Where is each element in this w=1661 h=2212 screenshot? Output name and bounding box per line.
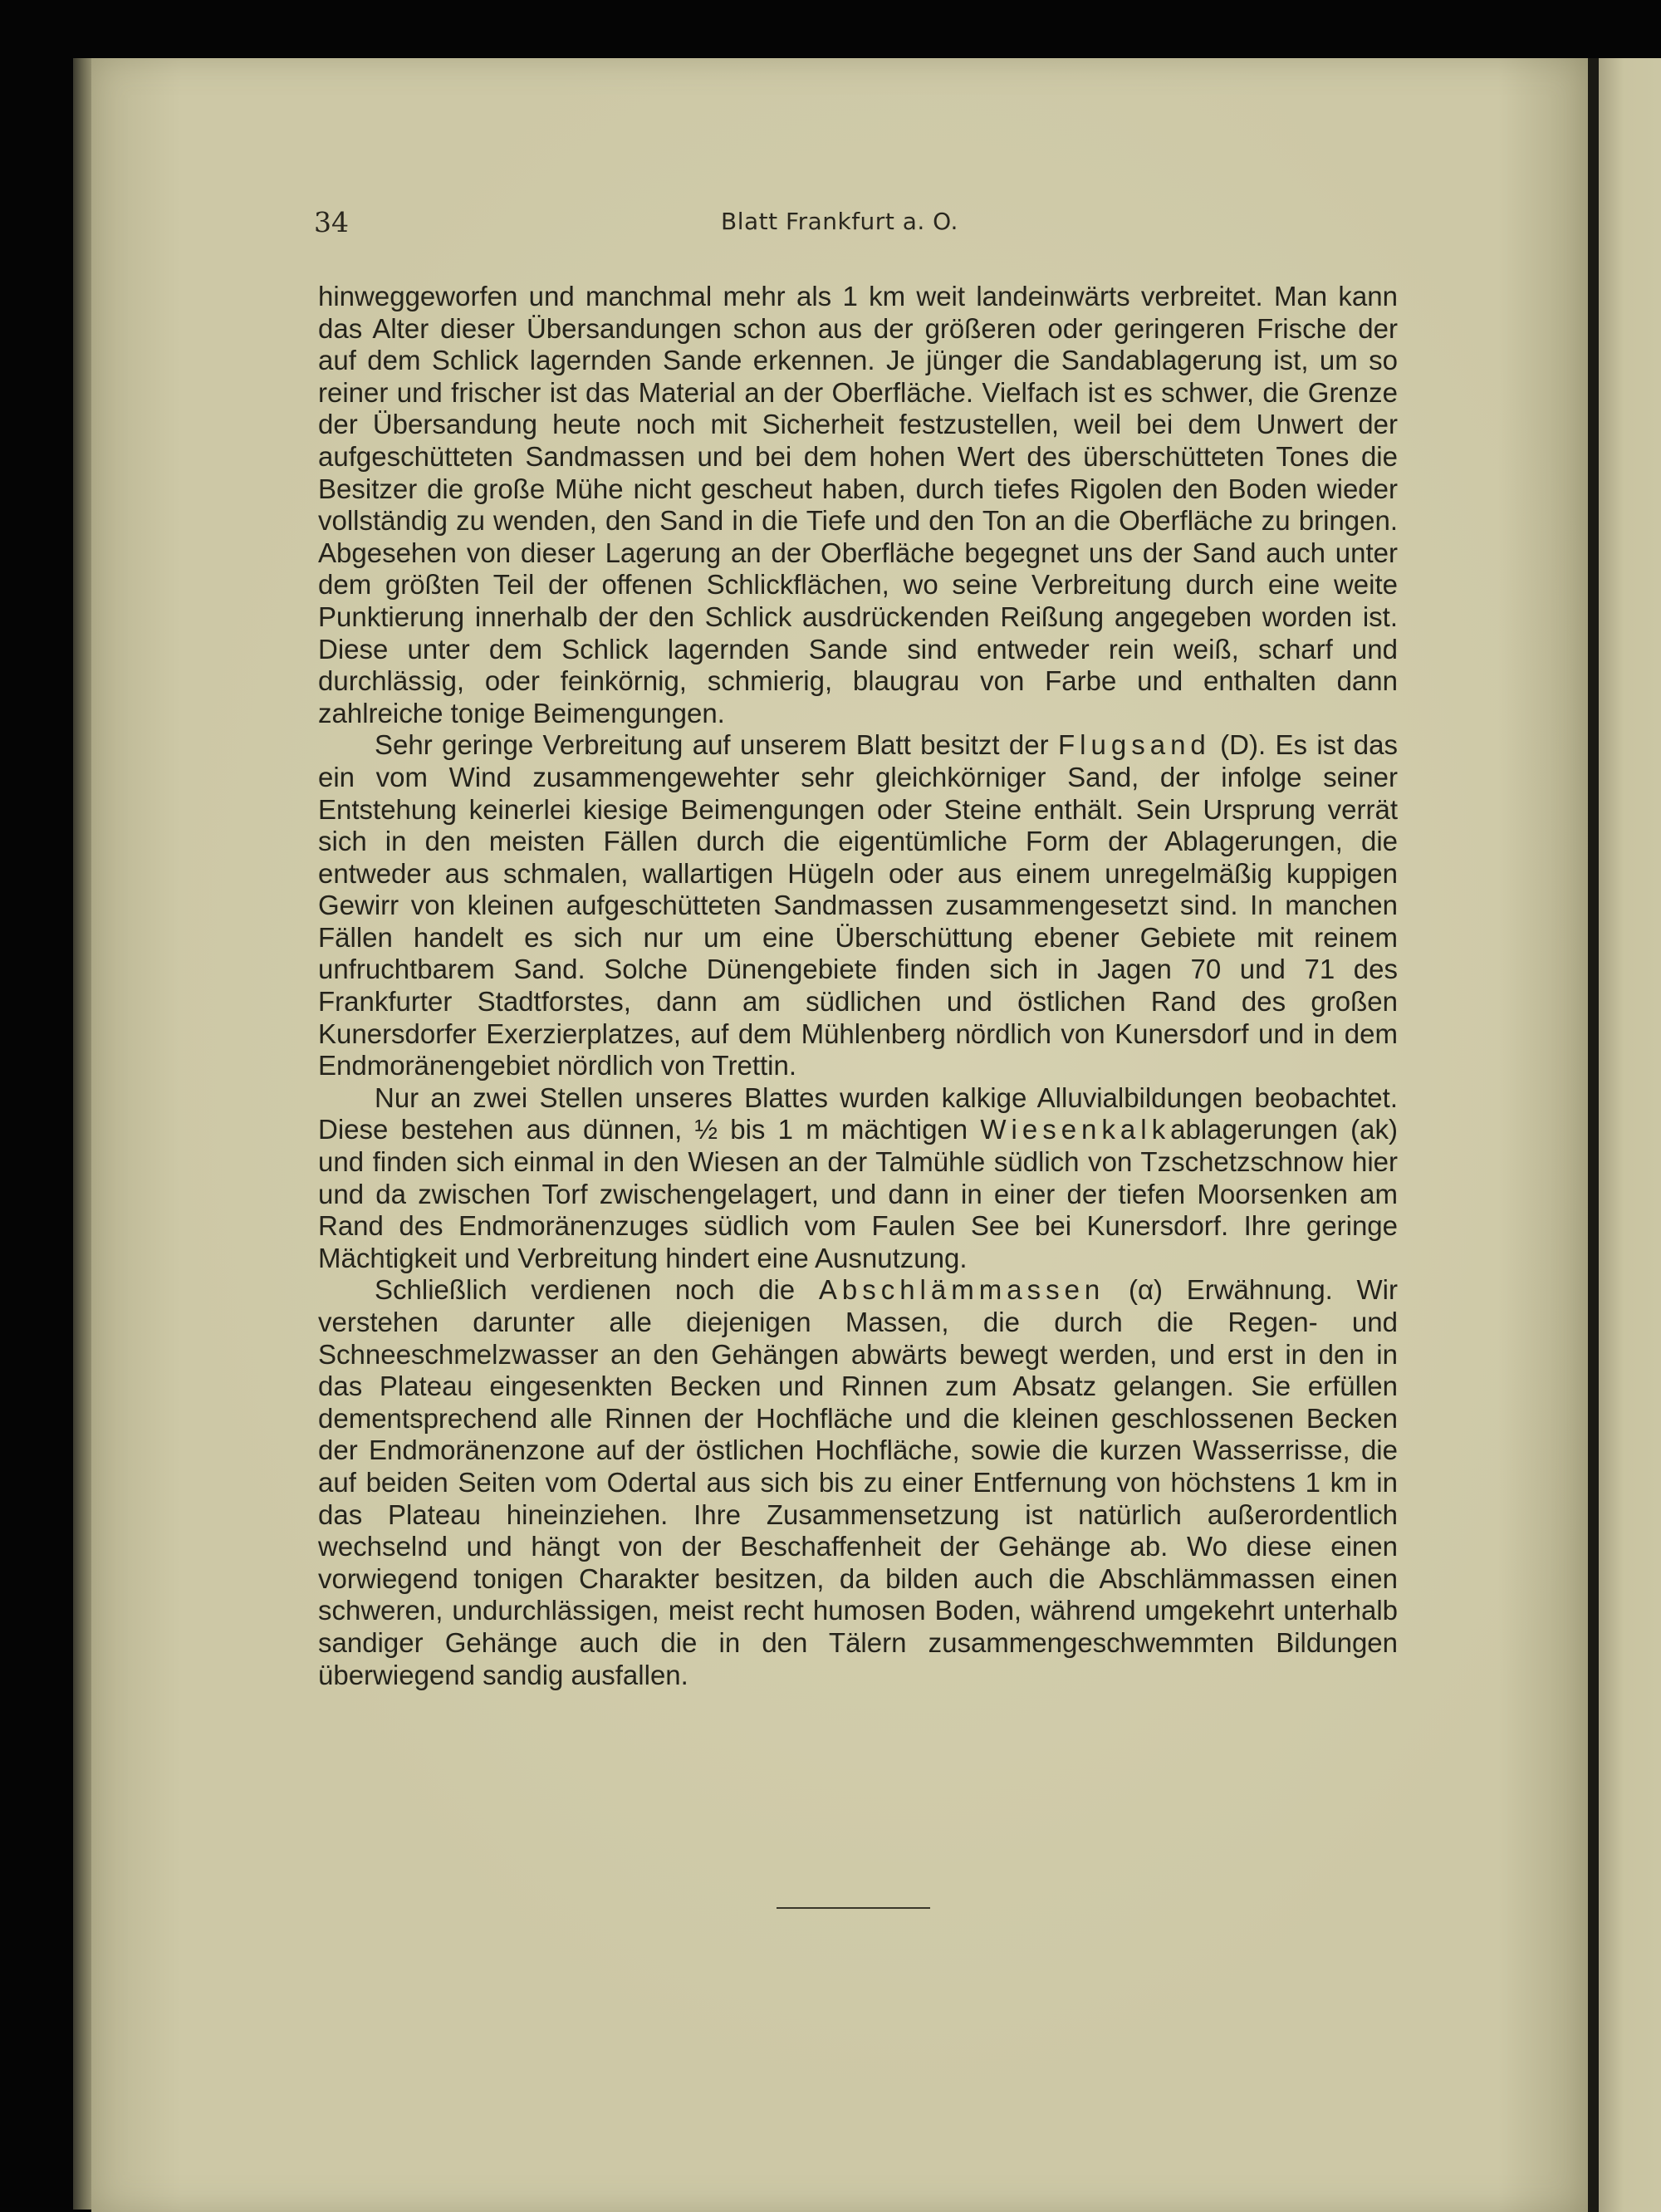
- page-header: [314, 206, 1402, 243]
- paragraph-flugsand: Sehr geringe Verbreitung auf unserem Blatt besitzt der Flugsand (D). Es ist das ein vom Wind zusammengewehter sehr gleichkörniger Sand, der infolge seiner Entstehung keinerlei kiesige Beimengungen oder Steine enthält. Sein Ursprung verrät sich in den meisten Fällen durch die eigentümliche Form der Ablagerungen, die entweder aus schmalen, wallartigen Hügeln oder aus einem unregelmäßig kuppigen Gewirr von kleinen aufgeschütteten Sandmassen zusammengesetzt sind. In manchen Fällen handelt es sich nur um eine Überschüttung ebener Gebiete mit reinem unfruchtbarem Sand. Solche Dünengebiete finden sich in Jagen 70 und 71 des Frankfurter Stadtforstes, dann am südlichen und östlichen Rand des großen Kunersdorfer Exerzierplatzes, auf dem Mühlenberg nördlich von Kunersdorf und in dem Endmoränengebiet nördlich von Trettin.: [318, 729, 1399, 1081]
- body-text: [318, 281, 1398, 1691]
- running-title: Blatt Frankfurt a. O.: [721, 208, 958, 235]
- paragraph-wiesenkalk: Nur an zwei Stellen unseres Blattes wurden kalkige Alluvialbildungen beobachtet. Diese bestehen aus dünnen, ½ bis 1 m mächtigen Wiesenkalkablagerungen (ak) und finden sich einmal in den Wiesen an der Talmühle südlich von Tzschetzschnow hier und da zwischen Torf zwischengelagert, und dann in einer der tiefen Moorsenken am Rand des Endmoränenzuges südlich vom Faulen See bei Kunersdorf. Ihre geringe Mächtigkeit und Verbreitung hindert eine Ausnutzung.: [318, 1081, 1399, 1273]
- term-wiesenkalk: Wiesenkalk: [980, 1114, 1171, 1145]
- adjacent-page-edge: [1599, 58, 1661, 2212]
- page-gutter-shadow: [1588, 58, 1599, 2212]
- section-end-rule: [777, 1907, 930, 1909]
- term-flugsand: Flugsand: [1058, 729, 1211, 761]
- paragraph-abschlaemmassen: Schließlich verdienen noch die Abschlämmassen (α) Erwähnung. Wir verstehen darunter alle diejenigen Massen, die durch die Regen- und Schneeschmelzwasser an den Gehängen abwärts bewegt werden, und erst in den in das Plateau eingesenkten Becken und Rinnen zum Absatz gelangen. Sie erfüllen dementsprechend alle Rinnen der Hochfläche und die kleinen geschlossenen Becken der Endmoränenzone auf der östlichen Hochfläche, sowie die kurzen Wasserrisse, die auf beiden Seiten vom Odertal aus sich bis zu einer Entfernung von höchstens 1 km in das Plateau hineinziehen. Ihre Zusammensetzung ist natürlich außerordentlich wechselnd und hängt von der Beschaffenheit der Gehänge ab. Wo diese einen vorwiegend tonigen Charakter besitzen, da bilden auch die Abschlämmassen einen schweren, undurchlässigen, meist recht humosen Boden, während umgekehrt unterhalb sandiger Gehänge auch die in den Tälern zusammengeschwemmten Bildungen überwiegend sandig ausfallen.: [318, 1274, 1398, 1690]
- paragraph-continuation: hinweggeworfen und manchmal mehr als 1 km weit landeinwärts verbreitet. Man kann das Alter dieser Übersandungen schon aus der größeren oder geringeren Frische der auf dem Schlick lagernden Sande erkennen. Je jünger die Sandablagerung ist, um so reiner und frischer ist das Material an der Oberfläche. Vielfach ist es schwer, die Grenze der Übersandung heute noch mit Sicherheit festzustellen, weil bei dem Unwert der aufgeschütteten Sandmassen und bei dem hohen Wert des überschütteten Tones die Besitzer die große Mühe nicht gescheut haben, durch tiefes Rigolen den Boden wieder vollständig zu wenden, den Sand in die Tiefe und den Ton an die Oberfläche zu bringen. Abgesehen von dieser Lagerung an der Oberfläche begegnet uns der Sand auch unter dem größten Teil der offenen Schlickflächen, wo seine Verbreitung durch eine weite Punktierung innerhalb der den Schlick ausdrückenden Reißung angegeben worden ist. Diese unter dem Schlick lagernden Sande sind entweder rein weiß, scharf und durchlässig, oder feinkörnig, schmierig, blaugrau von Farbe und enthalten dann zahlreiche tonige Beimengungen.: [318, 281, 1398, 728]
- page-number: 34: [314, 206, 349, 238]
- term-abschlaemmassen: Abschlämmassen: [818, 1274, 1105, 1306]
